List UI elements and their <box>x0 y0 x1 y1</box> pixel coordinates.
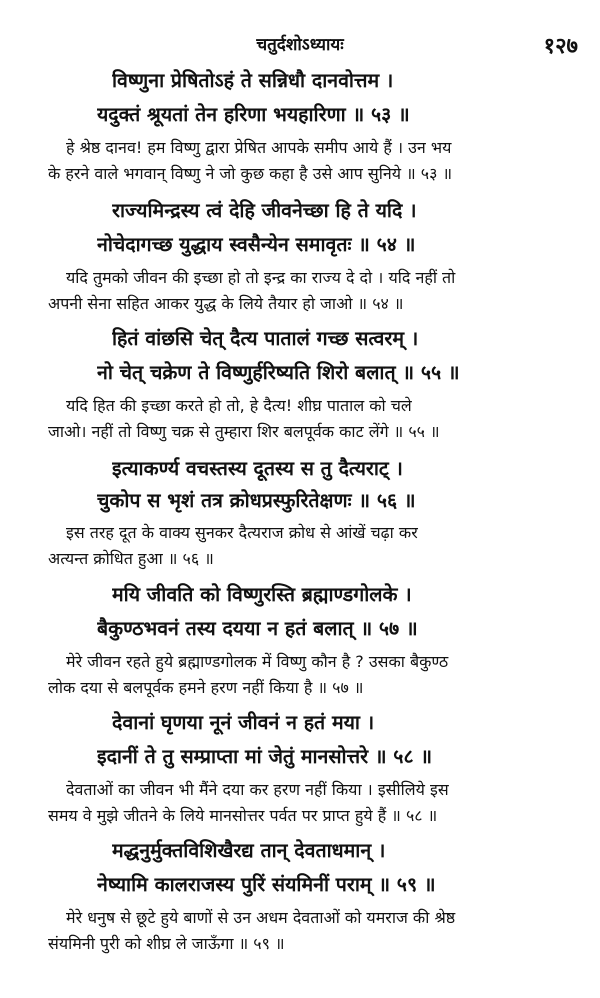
translation-line: अपनी सेना सहित आकर युद्ध के लिये तैयार हो जाओ ॥ ५४ ॥ <box>48 294 404 313</box>
verse-line: राज्यमिन्द्रस्य त्वं देहि जीवनेच्छा हि ते यदि । <box>112 199 417 222</box>
verse-line: मद्धनुर्मुक्तविशिखैरद्य तान् देवताधमान् । <box>112 839 386 862</box>
translation-line: यदि हित की इच्छा करते हो तो, हे दैत्य! शीघ्र पाताल को चले <box>66 396 412 415</box>
verse-line: इदानीं ते तु सम्प्राप्ता मां जेतुं मानसोत्तरे ॥ ५८ ॥ <box>97 745 433 768</box>
translation-line: संयमिनी पुरी को शीघ्र ले जाऊँगा ॥ ५९ ॥ <box>48 934 285 953</box>
verse-line: मयि जीवति को विष्णुरस्ति ब्रह्माण्डगोलके । <box>112 583 412 606</box>
verse-line: नोचेदागच्छ युद्धाय स्वसैन्येन समावृतः ॥ ५४ ॥ <box>97 233 416 256</box>
translation-line: अत्यन्त क्रोधित हुआ ॥ ५६ ॥ <box>48 549 214 568</box>
translation-line: समय वे मुझे जीतने के लिये मानसोत्तर पर्वत पर प्राप्त हुये हैं ॥ ५८ ॥ <box>48 806 438 825</box>
verse-line: बैकुण्ठभवनं तस्य दयया न हतं बलात् ॥ ५७ ॥ <box>97 617 418 640</box>
translation-line: मेरे धनुष से छूटे हुये बाणों से उन अधम देवताओं को यमराज की श्रेष्ठ <box>66 908 456 927</box>
verse-line: विष्णुना प्रेषितोऽहं ते सन्निधौ दानवोत्तम । <box>112 69 394 92</box>
translation-line: जाओ। नहीं तो विष्णु चक्र से तुम्हारा शिर बलपूर्वक काट लेंगे ॥ ५५ ॥ <box>48 422 440 441</box>
verse-line: नो चेत् चक्रेण ते विष्णुर्हरिष्यति शिरो बलात् ॥ ५५ ॥ <box>97 361 460 384</box>
translation-line: देवताओं का जीवन भी मैंने दया कर हरण नहीं किया । इसीलिये इस <box>66 780 449 799</box>
translation-line: इस तरह दूत के वाक्य सुनकर दैत्यराज क्रोध से आंखें चढ़ा कर <box>66 523 418 542</box>
verse-line: इत्याकर्ण्य वचस्तस्य दूतस्य स तु दैत्यराट् । <box>112 457 403 480</box>
translation-line: यदि तुमको जीवन की इच्छा हो तो इन्द्र का राज्य दे दो । यदि नहीं तो <box>66 268 456 287</box>
verse-line: नेष्यामि कालराजस्य पुरिं संयमिनीं पराम् ॥ ५९ ॥ <box>97 873 436 896</box>
translation-line: लोक दया से बलपूर्वक हमने हरण नहीं किया है ॥ ५७ ॥ <box>48 678 364 697</box>
page-header <box>0 30 600 59</box>
chapter-title: चतुर्दशोऽध्यायः <box>256 35 344 55</box>
verse-line: देवानां घृणया नूनं जीवनं न हतं मया । <box>112 711 375 734</box>
translation-line: हे श्रेष्ठ दानव! हम विष्णु द्वारा प्रेषित आपके समीप आये हैं । उन भय <box>66 138 452 157</box>
translation-line: मेरे जीवन रहते हुये ब्रह्माण्डगोलक में विष्णु कौन है ? उसका बैकुण्ठ <box>66 652 449 671</box>
page-number: १२७ <box>543 34 578 59</box>
verse-line: चुकोप स भृशं तत्र क्रोधप्रस्फुरितेक्षणः ॥ ५६ ॥ <box>97 489 416 512</box>
verse-line: यदुक्तं श्रूयतां तेन हरिणा भयहारिणा ॥ ५३ ॥ <box>97 103 410 126</box>
translation-line: के हरने वाले भगवान् विष्णु ने जो कुछ कहा है उसे आप सुनिये ॥ ५३ ॥ <box>48 164 453 183</box>
verse-line: हितं वांछसि चेत् दैत्य पातालं गच्छ सत्वरम् । <box>112 327 419 350</box>
